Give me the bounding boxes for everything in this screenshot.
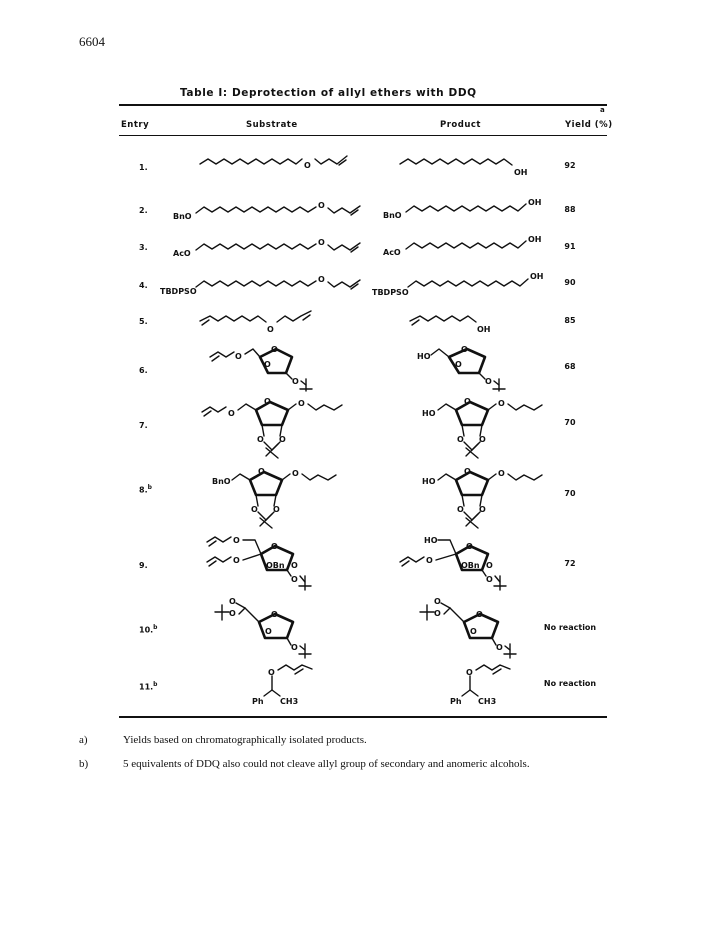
structure-substrate-10 (205, 590, 335, 665)
svg-text:HO: HO (417, 352, 431, 361)
structure-substrate-2 (168, 195, 368, 225)
entry-number: 1. (139, 163, 148, 172)
svg-text:CH3: CH3 (280, 697, 299, 706)
svg-text:O: O (496, 643, 503, 652)
svg-text:OH: OH (528, 198, 542, 207)
svg-text:O: O (434, 597, 441, 606)
svg-text:BnO: BnO (173, 212, 192, 221)
entry-footnote-marker: b (153, 681, 158, 688)
header-substrate: Substrate (246, 120, 298, 130)
table-title: Table I: Deprotection of allyl ethers with DDQ (180, 87, 477, 99)
svg-text:O: O (233, 536, 240, 545)
svg-text:HO: HO (424, 536, 438, 545)
svg-text:O: O (464, 397, 471, 406)
svg-text:BnO: BnO (383, 211, 402, 220)
svg-text:O: O (271, 345, 278, 354)
structure-substrate-11 (250, 660, 350, 705)
entry-number: 4. (139, 281, 148, 290)
svg-text:OBn: OBn (461, 561, 480, 570)
entry-number: 8.$^b$ (139, 484, 152, 495)
svg-text:O: O (251, 505, 258, 514)
svg-text:O: O (292, 377, 299, 386)
bottom-rule (119, 716, 607, 718)
svg-text:O: O (318, 275, 325, 284)
svg-text:OH: OH (528, 235, 542, 244)
svg-text:O: O (229, 597, 236, 606)
svg-text:O: O (264, 397, 271, 406)
structure-product-4 (370, 266, 560, 300)
svg-text:O: O (273, 505, 280, 514)
yield-value: 91 (564, 242, 576, 251)
header-yield-footnote: a (600, 106, 606, 114)
structure-substrate-5 (195, 307, 325, 337)
entry-number: 3. (139, 243, 148, 252)
structure-product-7 (420, 390, 570, 465)
page-number: 6604 (79, 34, 105, 49)
svg-text:O: O (476, 610, 483, 619)
header-product: Product (440, 120, 481, 130)
svg-text:OBn: OBn (266, 561, 285, 570)
entry-number: 5. (139, 317, 148, 326)
svg-text:O: O (228, 409, 235, 418)
footnote-text: 5 equivalents of DDQ also could not cleave allyl group of secondary and anomeric alcohols. (123, 758, 530, 770)
svg-text:O: O (264, 360, 271, 369)
structure-product-11 (448, 660, 548, 705)
entry-number: 2. (139, 206, 148, 215)
svg-text:OH: OH (530, 272, 544, 281)
structure-product-1 (398, 150, 548, 180)
structure-product-3 (378, 230, 558, 262)
structure-product-2 (378, 193, 558, 225)
structure-product-8 (420, 460, 570, 535)
svg-text:O: O (291, 575, 298, 584)
structure-product-5 (405, 307, 525, 337)
svg-text:O: O (455, 360, 462, 369)
svg-text:Ph: Ph (252, 697, 264, 706)
yield-value: 90 (564, 278, 576, 287)
entry-footnote-marker: b (153, 624, 158, 631)
yield-value: No reaction (543, 623, 597, 632)
svg-text:O: O (279, 435, 286, 444)
svg-text:O: O (291, 643, 298, 652)
yield-value: 92 (564, 161, 576, 170)
svg-text:O: O (318, 238, 325, 247)
svg-text:OH: OH (477, 325, 491, 334)
top-rule (119, 104, 607, 106)
structure-substrate-7 (200, 390, 360, 465)
structure-product-10 (410, 590, 540, 665)
svg-text:AcO: AcO (173, 249, 191, 258)
svg-text:O: O (466, 668, 473, 677)
svg-text:O: O (486, 561, 493, 570)
svg-text:O: O (304, 161, 311, 170)
svg-text:AcO: AcO (383, 248, 401, 257)
svg-text:BnO: BnO (212, 477, 231, 486)
entry-number: 7. (139, 421, 148, 430)
structure-product-6 (415, 335, 545, 395)
svg-text:O: O (271, 610, 278, 619)
structure-substrate-8 (210, 460, 360, 535)
svg-text:O: O (233, 556, 240, 565)
svg-text:O: O (464, 467, 471, 476)
svg-text:O: O (498, 399, 505, 408)
svg-text:O: O (318, 201, 325, 210)
svg-text:O: O (257, 435, 264, 444)
svg-text:O: O (470, 627, 477, 636)
svg-text:O: O (498, 469, 505, 478)
svg-text:Ph: Ph (450, 697, 462, 706)
svg-text:O: O (486, 575, 493, 584)
svg-text:O: O (267, 325, 274, 334)
svg-text:TBDPSO: TBDPSO (160, 287, 197, 296)
structure-substrate-4 (158, 268, 368, 300)
svg-text:O: O (235, 352, 242, 361)
structure-substrate-3 (168, 232, 368, 262)
yield-value: 70 (564, 489, 576, 498)
yield-value: 85 (564, 316, 576, 325)
svg-text:O: O (461, 345, 468, 354)
footnote-key: a) (79, 734, 88, 746)
svg-text:O: O (457, 435, 464, 444)
structure-substrate-6 (208, 335, 338, 395)
header-yield: Yield (%) (565, 120, 613, 130)
svg-text:TBDPSO: TBDPSO (372, 288, 409, 297)
header-entry: Entry (121, 120, 150, 130)
svg-text:CH3: CH3 (478, 697, 497, 706)
svg-text:O: O (268, 668, 275, 677)
footnote-text: Yields based on chromatographically isolated products. (123, 734, 367, 746)
entry-number: 11.$^b$ (139, 681, 158, 692)
svg-text:HO: HO (422, 477, 436, 486)
yield-value: 72 (564, 559, 576, 568)
svg-text:O: O (434, 609, 441, 618)
yield-value: 70 (564, 418, 576, 427)
svg-text:O: O (291, 561, 298, 570)
svg-text:O: O (265, 627, 272, 636)
svg-text:O: O (258, 467, 265, 476)
header-rule (119, 135, 607, 136)
svg-text:O: O (479, 505, 486, 514)
entry-number: 6. (139, 366, 148, 375)
footnote-key: b) (79, 758, 89, 770)
svg-text:OH: OH (514, 168, 528, 177)
svg-text:O: O (271, 542, 278, 551)
svg-text:HO: HO (422, 409, 436, 418)
svg-text:O: O (485, 377, 492, 386)
svg-text:O: O (426, 556, 433, 565)
structure-substrate-1 (195, 148, 350, 178)
svg-text:O: O (479, 435, 486, 444)
svg-text:O: O (298, 399, 305, 408)
svg-text:O: O (292, 469, 299, 478)
svg-text:O: O (457, 505, 464, 514)
entry-footnote-marker: b (147, 484, 152, 491)
yield-value: No reaction (543, 679, 597, 688)
entry-number: 10.$^b$ (139, 624, 158, 635)
entry-number: 9. (139, 561, 148, 570)
svg-text:O: O (466, 542, 473, 551)
yield-value: 68 (564, 362, 576, 371)
yield-value: 88 (564, 205, 576, 214)
svg-text:O: O (229, 609, 236, 618)
